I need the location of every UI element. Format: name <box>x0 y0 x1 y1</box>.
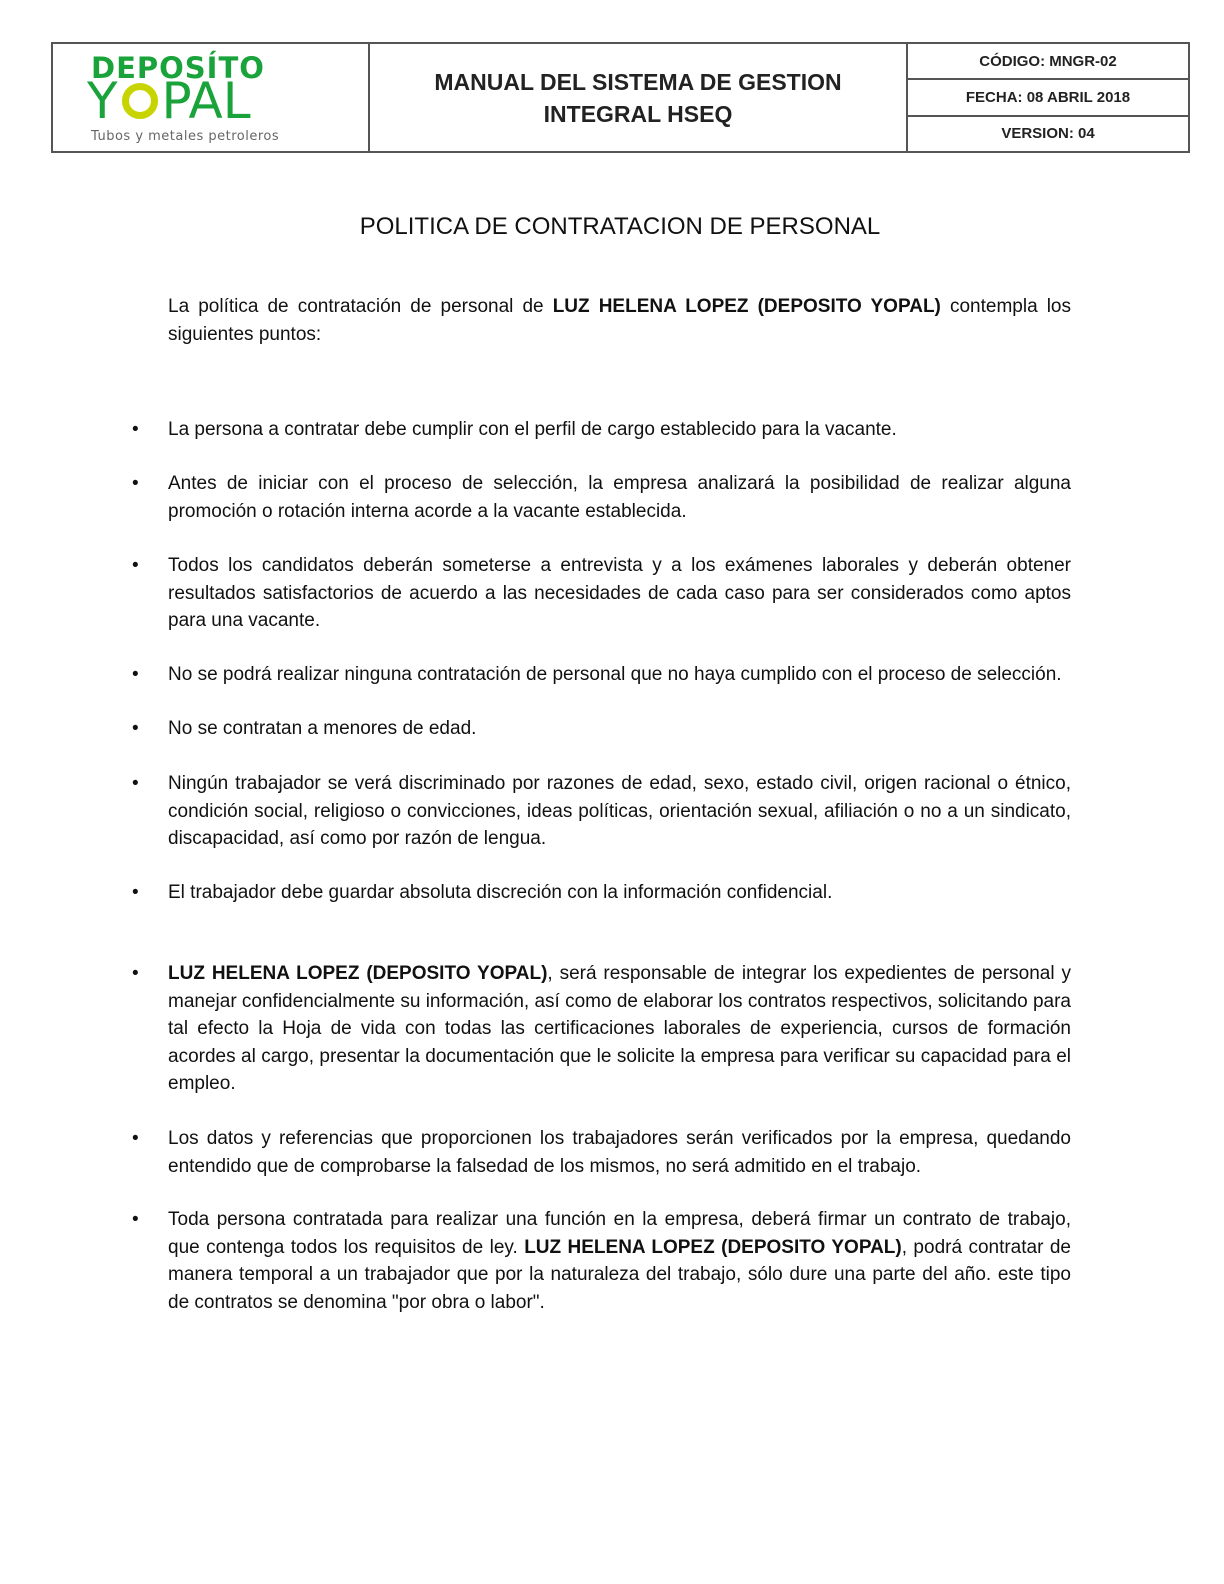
document-meta <box>908 44 1188 151</box>
list-item: • Todos los candidatos deberán someterse a entrevista y a los exámenes laborales y deberán obtener resultados satisfactorios de acuerdo a las necesidades de cada caso para ser considerados como aptos para una vacante. <box>168 552 1071 635</box>
logo-line2-y: Y <box>87 72 118 130</box>
intro-before: La política de contratación de personal de <box>168 296 553 317</box>
logo-line2-pal: PAL <box>161 72 251 130</box>
company-logo <box>53 44 370 151</box>
meta-codigo: CÓDIGO: MNGR-02 <box>908 44 1188 80</box>
b8-company: LUZ HELENA LOPEZ (DEPOSITO YOPAL) <box>168 963 548 984</box>
logo-line2 <box>87 72 251 130</box>
logo-ring-icon <box>122 83 158 119</box>
b10-company: LUZ HELENA LOPEZ (DEPOSITO YOPAL) <box>524 1236 902 1258</box>
manual-title-cell <box>370 44 908 151</box>
list-item: • La persona a contratar debe cumplir con el perfil de cargo establecido para la vacante. <box>168 416 1071 444</box>
meta-version: VERSION: 04 <box>1001 125 1095 143</box>
b8-rest: , será responsable de integrar los expedientes de personal y manejar confidencialmente su información, así como de elaborar los contratos respectivos, solicitando para tal efecto la Hoja de vida con todas las certificaciones laborales de experiencia, cursos de formación acordes al cargo, presentar la documentación que le solicite la empresa para verificar su capacidad para el empleo. <box>168 963 1071 1094</box>
manual-title: MANUAL DEL SISTEMA DE GESTION INTEGRAL HSEQ <box>434 68 842 127</box>
logo-line1: DEPOSÍTO <box>91 51 265 85</box>
b10-before: Toda persona contratada para realizar una función en la empresa, deberá firmar un contrato de trabajo, que contenga todos los requisitos de ley. <box>168 1209 1071 1258</box>
logo-tagline: Tubos y metales petroleros <box>91 129 280 144</box>
intro-after: contempla los siguientes puntos: <box>168 296 1071 345</box>
intro-company: LUZ HELENA LOPEZ (DEPOSITO YOPAL) <box>552 296 941 317</box>
list-item <box>168 1206 1071 1316</box>
list-item: • El trabajador debe guardar absoluta discreción con la información confidencial. <box>168 879 1071 907</box>
list-item <box>168 960 1071 1098</box>
intro-paragraph <box>168 293 1071 349</box>
b10-after: , podrá contratar de manera temporal a un trabajador que por la naturaleza del trabajo, sólo dure una parte del año. este tipo de contratos se denomina "por obra o labor". <box>168 1236 1071 1313</box>
list-item: • Antes de iniciar con el proceso de selección, la empresa analizará la posibilidad de realizar alguna promoción o rotación interna acorde a la vacante establecida. <box>168 470 1071 525</box>
list-item: • Los datos y referencias que proporcionen los trabajadores serán verificados por la empresa, quedando entendido que de comprobarse la falsedad de los mismos, no será admitido en el trabajo. <box>168 1125 1071 1180</box>
list-item: • No se contratan a menores de edad. <box>168 715 1071 743</box>
document-header <box>51 42 1190 153</box>
policy-title: POLITICA DE CONTRATACION DE PERSONAL <box>359 213 881 240</box>
list-item: • No se podrá realizar ninguna contratación de personal que no haya cumplido con el proceso de selección. <box>168 661 1071 689</box>
meta-fecha: FECHA: 08 ABRIL 2018 <box>908 80 1188 116</box>
list-item: • Ningún trabajador se verá discriminado por razones de edad, sexo, estado civil, origen racional o étnico, condición social, religioso o convicciones, ideas políticas, orientación sexual, afiliación o no a un sindicato, discapacidad, así como por razón de lengua. <box>168 770 1071 853</box>
